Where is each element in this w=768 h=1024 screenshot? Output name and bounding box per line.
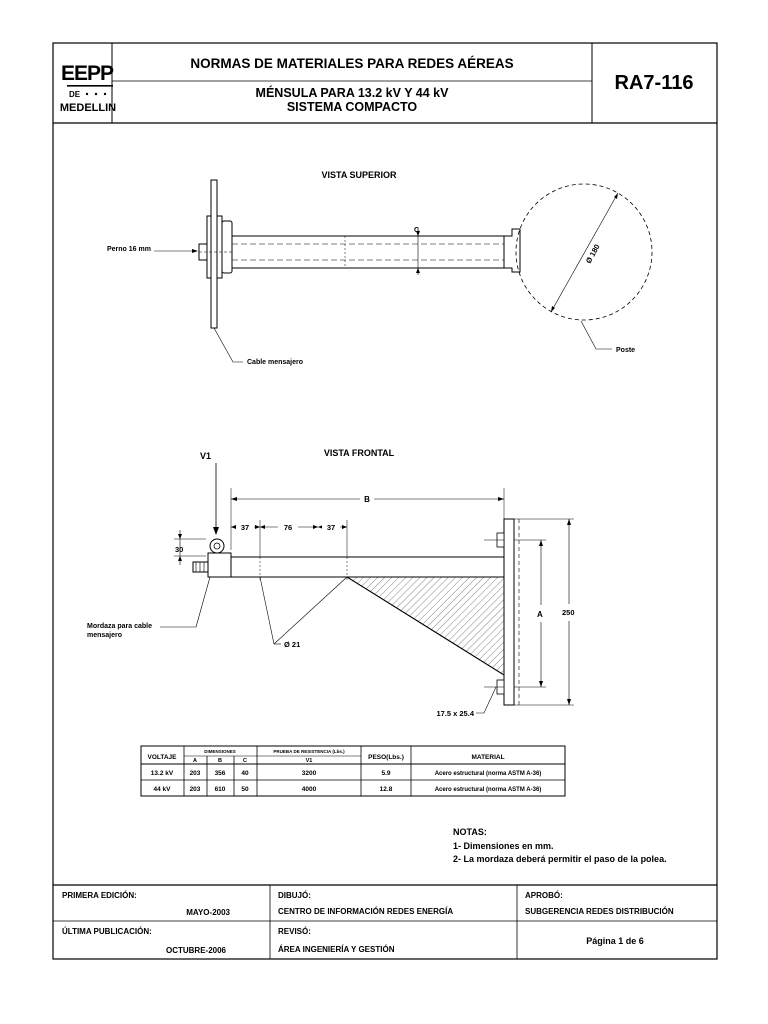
dibujo-label: DIBUJÓ: (278, 891, 311, 900)
header-subtitle-1: MÉNSULA PARA 13.2 kV Y 44 kV (255, 86, 449, 100)
dim-37-left: 37 (240, 523, 250, 532)
col-material: MATERIAL (471, 754, 505, 761)
col-c: C (243, 758, 247, 764)
page-number: Página 1 de 6 (586, 936, 644, 946)
eepp-logo (60, 50, 116, 114)
reviso-label: REVISÓ: (278, 927, 311, 936)
note-1: 1- Dimensiones en mm. (453, 841, 554, 851)
pole-outline (516, 184, 652, 320)
top-view-title: VISTA SUPERIOR (321, 170, 397, 180)
front-view (87, 448, 575, 718)
svg-text:12.8: 12.8 (379, 786, 393, 793)
col-dimensiones: DIMENSIONES (204, 749, 236, 754)
col-a: A (193, 758, 197, 764)
notes-title: NOTAS: (453, 827, 487, 837)
svg-text:DE: DE (69, 90, 81, 99)
svg-text:356: 356 (214, 770, 226, 777)
svg-text:40: 40 (241, 770, 249, 777)
dim-pole-diameter: Ø 180 (583, 242, 602, 265)
header-title: NORMAS DE MATERIALES PARA REDES AÉREAS (190, 56, 514, 71)
primera-edicion-value: MAYO-2003 (186, 908, 230, 917)
sheet-border (53, 43, 717, 959)
svg-text:203: 203 (189, 786, 201, 793)
dim-c: C (414, 227, 420, 234)
svg-text:EEPP: EEPP (60, 62, 114, 85)
svg-text:5.9: 5.9 (381, 770, 391, 777)
svg-text:3200: 3200 (301, 770, 317, 777)
svg-text:50: 50 (241, 786, 249, 793)
header-subtitle-2: SISTEMA COMPACTO (286, 100, 418, 114)
document-code: RA7-116 (614, 72, 694, 94)
cable-label: Cable mensajero (247, 359, 304, 366)
dim-76: 76 (283, 523, 293, 532)
pole-label: Poste (616, 347, 636, 354)
notes (453, 827, 667, 864)
svg-text:13.2 kV: 13.2 kV (150, 770, 174, 777)
front-view-title: VISTA FRONTAL (323, 448, 395, 458)
v1-label: V1 (200, 451, 212, 461)
svg-text:610: 610 (214, 786, 226, 793)
aprobo-value: SUBGERENCIA REDES DISTRIBUCIÓN (525, 907, 674, 916)
hole-diameter: Ø 21 (284, 640, 301, 649)
table-row (151, 770, 542, 777)
svg-text:203: 203 (189, 770, 201, 777)
svg-text:Acero estructural (norma ASTM: Acero estructural (norma ASTM A-36) (434, 771, 542, 777)
table-row (154, 786, 542, 793)
bolt-label: Perno 16 mm (107, 246, 151, 253)
col-prueba: PRUEBA DE RESISTENCIA (Lbs.) (273, 749, 345, 754)
svg-text:MEDELLIN: MEDELLIN (59, 102, 117, 114)
clamp-label-2: mensajero (87, 632, 123, 639)
dim-a: A (537, 610, 543, 619)
title-block-footer (53, 885, 717, 959)
col-b: B (218, 758, 222, 764)
aprobo-label: APROBÓ: (525, 891, 563, 900)
slot-size: 17.5 x 25.4 (436, 709, 474, 718)
title-block-header (53, 43, 717, 123)
dim-250: 250 (562, 608, 575, 617)
ultima-publicacion-value: OCTUBRE-2006 (165, 946, 226, 955)
primera-edicion-label: PRIMERA EDICIÓN: (62, 891, 137, 900)
reviso-value: ÁREA INGENIERÍA Y GESTIÓN (278, 945, 395, 954)
col-peso: PESO(Lbs.) (368, 754, 404, 761)
col-v1: V1 (305, 758, 313, 764)
dim-37-right: 37 (326, 523, 336, 532)
dim-b: B (364, 495, 370, 504)
ultima-publicacion-label: ÚLTIMA PUBLICACIÓN: (62, 927, 152, 936)
col-voltaje: VOLTAJE (147, 754, 177, 761)
svg-text:Acero estructural (norma ASTM: Acero estructural (norma ASTM A-36) (434, 787, 542, 793)
svg-text:44 kV: 44 kV (153, 786, 171, 793)
top-view (107, 170, 652, 366)
dibujo-value: CENTRO DE INFORMACIÓN REDES ENERGÍA (278, 907, 454, 916)
clamp-label-1: Mordaza para cable (87, 623, 152, 630)
dim-30: 30 (175, 545, 184, 554)
svg-text:4000: 4000 (301, 786, 317, 793)
dimensions-table (141, 746, 565, 796)
note-2: 2- La mordaza deberá permitir el paso de la polea. (453, 854, 667, 864)
